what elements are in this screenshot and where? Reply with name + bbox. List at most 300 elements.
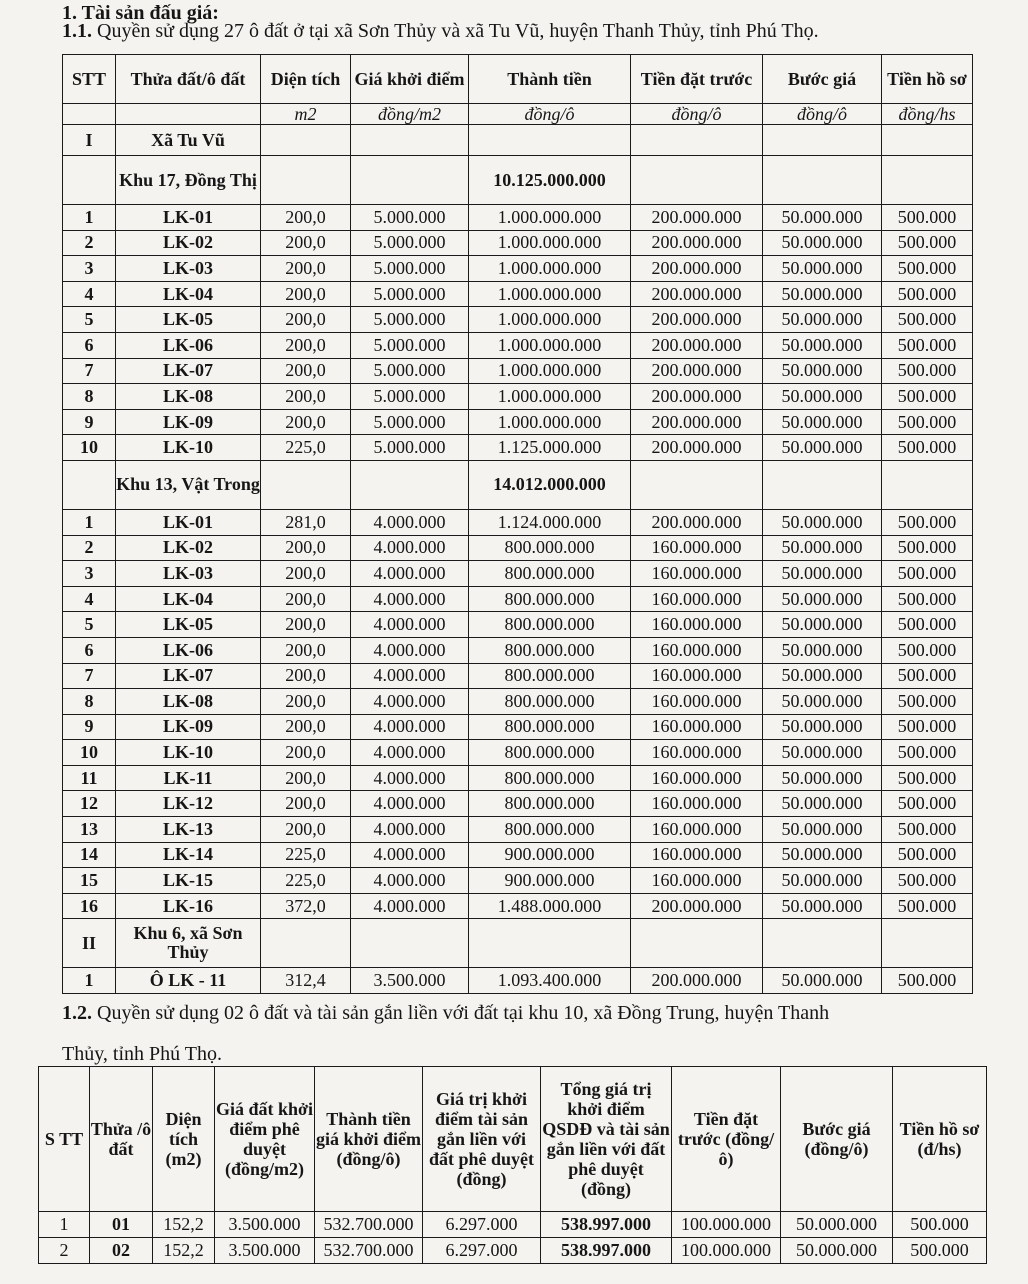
unit-cell — [63, 104, 116, 125]
cell-start-price: 4.000.000 — [351, 842, 469, 868]
header-dossier-fee: Tiền hồ sơ (đ/hs) — [893, 1067, 987, 1212]
unit-cell: đồng/ô — [763, 104, 882, 125]
cell-deposit: 200.000.000 — [631, 256, 763, 282]
cell-area: 200,0 — [261, 791, 351, 817]
cell-start-price: 4.000.000 — [351, 509, 469, 535]
cell-dossier-fee: 500.000 — [882, 663, 973, 689]
cell-area: 200,0 — [261, 663, 351, 689]
cell-deposit: 200.000.000 — [631, 307, 763, 333]
cell-start-price: 4.000.000 — [351, 791, 469, 817]
unit-cell: đồng/m2 — [351, 104, 469, 125]
cell-dossier-fee: 500.000 — [882, 689, 973, 715]
cell-stt: 10 — [63, 740, 116, 766]
cell-parcel: Khu 13, Vật Trong — [116, 460, 261, 509]
cell-area: 200,0 — [261, 307, 351, 333]
cell-area: 200,0 — [261, 205, 351, 231]
table-row — [63, 740, 973, 766]
cell-start-price — [351, 125, 469, 156]
cell-stt: 1 — [63, 968, 116, 994]
cell-deposit — [631, 125, 763, 156]
table-row — [63, 842, 973, 868]
cell-land-price: 3.500.000 — [215, 1212, 315, 1238]
cell-start-price: 5.000.000 — [351, 256, 469, 282]
cell-dossier-fee: 500.000 — [882, 637, 973, 663]
cell-deposit: 200.000.000 — [631, 332, 763, 358]
cell-start-price — [351, 156, 469, 205]
cell-parcel: LK-08 — [116, 689, 261, 715]
cell-parcel: LK-04 — [116, 281, 261, 307]
cell-area: 200,0 — [261, 637, 351, 663]
table-row — [63, 509, 973, 535]
cell-amount: 1.000.000.000 — [469, 384, 631, 410]
table-row — [63, 968, 973, 994]
header-deposit: Tiền đặt trước (đồng/ô) — [672, 1067, 781, 1212]
cell-dossier-fee: 500.000 — [882, 256, 973, 282]
land-and-assets-table — [38, 1066, 987, 1264]
cell-start-price: 4.000.000 — [351, 893, 469, 919]
cell-price-step: 50.000.000 — [763, 842, 882, 868]
cell-amount: 1.000.000.000 — [469, 205, 631, 231]
cell-area: 200,0 — [261, 817, 351, 843]
table-row — [63, 868, 973, 894]
cell-dossier-fee — [882, 156, 973, 205]
cell-stt: 6 — [63, 332, 116, 358]
cell-stt: 4 — [63, 281, 116, 307]
cell-area: 152,2 — [153, 1238, 215, 1264]
cell-amount: 1.000.000.000 — [469, 307, 631, 333]
cell-parcel: LK-10 — [116, 435, 261, 461]
cell-price-step: 50.000.000 — [763, 868, 882, 894]
table-row — [63, 256, 973, 282]
cell-deposit: 160.000.000 — [631, 791, 763, 817]
cell-start-price: 5.000.000 — [351, 384, 469, 410]
cell-dossier-fee: 500.000 — [882, 358, 973, 384]
cell-amount: 14.012.000.000 — [469, 460, 631, 509]
cell-stt: 3 — [63, 256, 116, 282]
cell-parcel: LK-05 — [116, 307, 261, 333]
cell-area: 200,0 — [261, 384, 351, 410]
cell-stt: 7 — [63, 358, 116, 384]
cell-amount: 1.000.000.000 — [469, 256, 631, 282]
header-start-price: Giá khởi điểm — [351, 55, 469, 104]
cell-start-price: 4.000.000 — [351, 817, 469, 843]
cell-dossier-fee: 500.000 — [882, 791, 973, 817]
table-row — [63, 612, 973, 638]
cell-parcel: LK-09 — [116, 714, 261, 740]
cell-price-step: 50.000.000 — [763, 358, 882, 384]
cell-price-step: 50.000.000 — [763, 435, 882, 461]
header-amount: Thành tiền giá khởi điểm (đồng/ô) — [315, 1067, 423, 1212]
unit-cell: đồng/ô — [469, 104, 631, 125]
cell-parcel: LK-14 — [116, 842, 261, 868]
table1-header-row — [63, 55, 973, 104]
cell-price-step: 50.000.000 — [763, 637, 882, 663]
cell-stt: 9 — [63, 714, 116, 740]
cell-amount: 1.000.000.000 — [469, 358, 631, 384]
cell-total-value: 538.997.000 — [541, 1238, 672, 1264]
cell-stt: 6 — [63, 637, 116, 663]
subsection-2-title-line2: Thủy, tỉnh Phú Thọ. — [62, 1043, 223, 1065]
cell-asset-value: 6.297.000 — [423, 1212, 541, 1238]
cell-price-step: 50.000.000 — [763, 205, 882, 231]
cell-start-price: 5.000.000 — [351, 281, 469, 307]
unit-cell: đồng/hs — [882, 104, 973, 125]
cell-parcel: LK-02 — [116, 535, 261, 561]
cell-parcel: LK-02 — [116, 230, 261, 256]
cell-stt: 1 — [63, 509, 116, 535]
cell-stt: 12 — [63, 791, 116, 817]
cell-stt: 1 — [63, 205, 116, 231]
cell-deposit: 160.000.000 — [631, 714, 763, 740]
cell-parcel: LK-01 — [116, 509, 261, 535]
cell-deposit: 160.000.000 — [631, 740, 763, 766]
cell-asset-value: 6.297.000 — [423, 1238, 541, 1264]
cell-deposit: 100.000.000 — [672, 1212, 781, 1238]
cell-land-price: 3.500.000 — [215, 1238, 315, 1264]
cell-stt: 1 — [39, 1212, 90, 1238]
cell-price-step — [763, 125, 882, 156]
cell-stt: 14 — [63, 842, 116, 868]
cell-stt: 5 — [63, 307, 116, 333]
cell-deposit — [631, 919, 763, 968]
cell-dossier-fee: 500.000 — [882, 765, 973, 791]
section-row — [63, 156, 973, 205]
cell-start-price: 4.000.000 — [351, 561, 469, 587]
cell-area: 372,0 — [261, 893, 351, 919]
cell-start-price: 4.000.000 — [351, 740, 469, 766]
cell-dossier-fee: 500.000 — [882, 205, 973, 231]
cell-start-price: 5.000.000 — [351, 307, 469, 333]
cell-start-price — [351, 919, 469, 968]
cell-deposit: 160.000.000 — [631, 689, 763, 715]
cell-amount: 1.000.000.000 — [469, 230, 631, 256]
cell-start-price: 4.000.000 — [351, 637, 469, 663]
subsection-2-text: Quyền sử dụng 02 ô đất và tài sản gắn liền với đất tại khu 10, xã Đồng Trung, huyện Thanh — [92, 1002, 830, 1024]
table2-header-row — [39, 1067, 987, 1212]
cell-area: 200,0 — [261, 281, 351, 307]
cell-amount: 900.000.000 — [469, 868, 631, 894]
cell-stt: 4 — [63, 586, 116, 612]
cell-deposit: 160.000.000 — [631, 817, 763, 843]
table-row — [63, 332, 973, 358]
cell-deposit: 200.000.000 — [631, 435, 763, 461]
cell-area: 281,0 — [261, 509, 351, 535]
cell-area: 225,0 — [261, 842, 351, 868]
cell-deposit — [631, 156, 763, 205]
table-row — [63, 817, 973, 843]
cell-price-step: 50.000.000 — [763, 307, 882, 333]
cell-dossier-fee: 500.000 — [882, 332, 973, 358]
subsection-1-text: Quyền sử dụng 27 ô đất ở tại xã Sơn Thủy và xã Tu Vũ, huyện Thanh Thủy, tỉnh Phú Thọ. — [92, 20, 819, 42]
cell-deposit: 200.000.000 — [631, 205, 763, 231]
cell-deposit: 200.000.000 — [631, 509, 763, 535]
header-stt: S TT — [39, 1067, 90, 1212]
cell-amount: 800.000.000 — [469, 740, 631, 766]
cell-deposit: 100.000.000 — [672, 1238, 781, 1264]
table-row — [63, 205, 973, 231]
cell-parcel: LK-09 — [116, 409, 261, 435]
cell-deposit: 200.000.000 — [631, 409, 763, 435]
cell-amount: 800.000.000 — [469, 817, 631, 843]
table-row — [63, 358, 973, 384]
table-row — [63, 586, 973, 612]
cell-parcel: Khu 6, xã Sơn Thủy — [116, 919, 261, 968]
table-row — [39, 1212, 987, 1238]
cell-amount: 800.000.000 — [469, 791, 631, 817]
cell-stt: 8 — [63, 689, 116, 715]
cell-dossier-fee: 500.000 — [882, 435, 973, 461]
cell-stt — [63, 156, 116, 205]
cell-price-step: 50.000.000 — [763, 535, 882, 561]
cell-amount: 10.125.000.000 — [469, 156, 631, 205]
cell-start-price: 5.000.000 — [351, 332, 469, 358]
cell-start-price: 4.000.000 — [351, 868, 469, 894]
cell-area: 200,0 — [261, 740, 351, 766]
cell-price-step: 50.000.000 — [763, 561, 882, 587]
cell-area: 200,0 — [261, 409, 351, 435]
cell-area: 200,0 — [261, 332, 351, 358]
cell-dossier-fee: 500.000 — [882, 893, 973, 919]
cell-start-price: 4.000.000 — [351, 612, 469, 638]
cell-amount: 532.700.000 — [315, 1212, 423, 1238]
cell-parcel: LK-11 — [116, 765, 261, 791]
cell-start-price: 5.000.000 — [351, 230, 469, 256]
section-heading: 1. Tài sản đấu giá: — [62, 2, 219, 24]
cell-deposit: 160.000.000 — [631, 868, 763, 894]
cell-parcel: LK-10 — [116, 740, 261, 766]
section-row — [63, 125, 973, 156]
section-row — [63, 919, 973, 968]
cell-price-step: 50.000.000 — [763, 230, 882, 256]
header-land-price: Giá đất khởi điểm phê duyệt (đồng/m2) — [215, 1067, 315, 1212]
cell-amount — [469, 919, 631, 968]
cell-price-step: 50.000.000 — [763, 765, 882, 791]
cell-parcel: LK-06 — [116, 332, 261, 358]
cell-deposit: 200.000.000 — [631, 893, 763, 919]
cell-area — [261, 156, 351, 205]
cell-parcel: LK-07 — [116, 358, 261, 384]
cell-dossier-fee: 500.000 — [893, 1238, 987, 1264]
cell-stt: 15 — [63, 868, 116, 894]
cell-stt: 2 — [63, 535, 116, 561]
cell-amount: 800.000.000 — [469, 637, 631, 663]
cell-area: 200,0 — [261, 689, 351, 715]
cell-area: 312,4 — [261, 968, 351, 994]
table-row — [63, 893, 973, 919]
cell-amount: 900.000.000 — [469, 842, 631, 868]
cell-deposit: 200.000.000 — [631, 358, 763, 384]
cell-price-step: 50.000.000 — [763, 817, 882, 843]
cell-stt: 3 — [63, 561, 116, 587]
cell-price-step: 50.000.000 — [763, 332, 882, 358]
cell-dossier-fee — [882, 125, 973, 156]
table-row — [63, 281, 973, 307]
cell-price-step: 50.000.000 — [763, 586, 882, 612]
cell-area — [261, 919, 351, 968]
cell-area: 200,0 — [261, 714, 351, 740]
cell-stt: 2 — [39, 1238, 90, 1264]
cell-dossier-fee: 500.000 — [882, 968, 973, 994]
table-row — [63, 230, 973, 256]
header-total-value: Tổng giá trị khởi điểm QSDĐ và tài sản gắn liền với đất phê duyệt (đồng) — [541, 1067, 672, 1212]
cell-start-price — [351, 460, 469, 509]
cell-area: 200,0 — [261, 535, 351, 561]
cell-total-value: 538.997.000 — [541, 1212, 672, 1238]
table-row — [63, 689, 973, 715]
cell-price-step: 50.000.000 — [763, 968, 882, 994]
cell-parcel: Khu 17, Đồng Thị — [116, 156, 261, 205]
cell-price-step — [763, 460, 882, 509]
cell-deposit: 160.000.000 — [631, 842, 763, 868]
cell-area: 225,0 — [261, 435, 351, 461]
cell-dossier-fee — [882, 460, 973, 509]
subsection-2-number: 1.2. — [62, 1002, 92, 1024]
cell-dossier-fee: 500.000 — [882, 384, 973, 410]
cell-deposit: 160.000.000 — [631, 561, 763, 587]
cell-amount: 800.000.000 — [469, 765, 631, 791]
header-asset-value: Giá trị khởi điểm tài sản gắn liền với đất phê duyệt (đồng) — [423, 1067, 541, 1212]
subsection-1-number: 1.1. — [62, 20, 92, 42]
cell-parcel: LK-04 — [116, 586, 261, 612]
header-parcel: Thửa /ô đất — [90, 1067, 153, 1212]
cell-price-step: 50.000.000 — [763, 893, 882, 919]
cell-dossier-fee: 500.000 — [882, 612, 973, 638]
cell-dossier-fee: 500.000 — [882, 714, 973, 740]
cell-parcel: LK-16 — [116, 893, 261, 919]
cell-parcel: LK-07 — [116, 663, 261, 689]
cell-price-step: 50.000.000 — [781, 1212, 893, 1238]
cell-amount: 800.000.000 — [469, 586, 631, 612]
cell-deposit: 160.000.000 — [631, 765, 763, 791]
table-row — [63, 561, 973, 587]
cell-stt: 9 — [63, 409, 116, 435]
cell-start-price: 4.000.000 — [351, 714, 469, 740]
cell-price-step — [763, 156, 882, 205]
cell-dossier-fee: 500.000 — [882, 409, 973, 435]
cell-dossier-fee — [882, 919, 973, 968]
cell-dossier-fee: 500.000 — [882, 281, 973, 307]
cell-amount: 800.000.000 — [469, 663, 631, 689]
header-area: Diện tích — [261, 55, 351, 104]
section-row — [63, 460, 973, 509]
cell-parcel: LK-05 — [116, 612, 261, 638]
cell-parcel: Xã Tu Vũ — [116, 125, 261, 156]
header-deposit: Tiền đặt trước — [631, 55, 763, 104]
header-parcel: Thửa đất/ô đất — [116, 55, 261, 104]
cell-parcel: 01 — [90, 1212, 153, 1238]
cell-dossier-fee: 500.000 — [882, 307, 973, 333]
table-row — [63, 535, 973, 561]
cell-price-step: 50.000.000 — [763, 740, 882, 766]
cell-amount: 800.000.000 — [469, 612, 631, 638]
table-row — [63, 384, 973, 410]
cell-parcel: 02 — [90, 1238, 153, 1264]
cell-area: 152,2 — [153, 1212, 215, 1238]
cell-stt: I — [63, 125, 116, 156]
cell-parcel: LK-15 — [116, 868, 261, 894]
cell-parcel: LK-08 — [116, 384, 261, 410]
cell-price-step: 50.000.000 — [781, 1238, 893, 1264]
cell-deposit — [631, 460, 763, 509]
cell-parcel: LK-13 — [116, 817, 261, 843]
cell-stt: II — [63, 919, 116, 968]
table1-unit-row — [63, 104, 973, 125]
unit-cell — [116, 104, 261, 125]
table-row — [63, 409, 973, 435]
cell-area: 225,0 — [261, 868, 351, 894]
cell-start-price: 5.000.000 — [351, 435, 469, 461]
cell-price-step: 50.000.000 — [763, 689, 882, 715]
unit-cell: m2 — [261, 104, 351, 125]
cell-parcel: Ô LK - 11 — [116, 968, 261, 994]
cell-amount: 1.125.000.000 — [469, 435, 631, 461]
table-row — [63, 765, 973, 791]
cell-price-step: 50.000.000 — [763, 281, 882, 307]
header-area: Diện tích (m2) — [153, 1067, 215, 1212]
cell-dossier-fee: 500.000 — [882, 535, 973, 561]
cell-stt: 7 — [63, 663, 116, 689]
cell-amount: 800.000.000 — [469, 561, 631, 587]
cell-amount: 1.000.000.000 — [469, 409, 631, 435]
cell-parcel: LK-03 — [116, 256, 261, 282]
cell-start-price: 4.000.000 — [351, 765, 469, 791]
cell-start-price: 4.000.000 — [351, 689, 469, 715]
cell-deposit: 160.000.000 — [631, 663, 763, 689]
cell-amount: 1.000.000.000 — [469, 281, 631, 307]
cell-deposit: 160.000.000 — [631, 535, 763, 561]
cell-deposit: 200.000.000 — [631, 281, 763, 307]
cell-dossier-fee: 500.000 — [882, 740, 973, 766]
cell-parcel: LK-12 — [116, 791, 261, 817]
cell-amount — [469, 125, 631, 156]
cell-start-price: 5.000.000 — [351, 205, 469, 231]
subsection-2-title-line1 — [62, 1002, 829, 1025]
cell-price-step: 50.000.000 — [763, 256, 882, 282]
cell-parcel: LK-06 — [116, 637, 261, 663]
cell-stt: 13 — [63, 817, 116, 843]
cell-dossier-fee: 500.000 — [882, 561, 973, 587]
cell-area — [261, 125, 351, 156]
cell-price-step: 50.000.000 — [763, 663, 882, 689]
cell-stt — [63, 460, 116, 509]
cell-start-price: 4.000.000 — [351, 535, 469, 561]
cell-area: 200,0 — [261, 561, 351, 587]
header-price-step: Bước giá (đồng/ô) — [781, 1067, 893, 1212]
cell-price-step: 50.000.000 — [763, 791, 882, 817]
cell-deposit: 200.000.000 — [631, 968, 763, 994]
cell-price-step: 50.000.000 — [763, 714, 882, 740]
cell-parcel: LK-03 — [116, 561, 261, 587]
table-row — [63, 637, 973, 663]
cell-amount: 800.000.000 — [469, 689, 631, 715]
cell-deposit: 160.000.000 — [631, 586, 763, 612]
header-dossier-fee: Tiền hồ sơ — [882, 55, 973, 104]
table-row — [63, 663, 973, 689]
cell-price-step: 50.000.000 — [763, 612, 882, 638]
cell-stt: 2 — [63, 230, 116, 256]
cell-start-price: 4.000.000 — [351, 663, 469, 689]
cell-area — [261, 460, 351, 509]
cell-deposit: 200.000.000 — [631, 384, 763, 410]
cell-amount: 1.000.000.000 — [469, 332, 631, 358]
cell-dossier-fee: 500.000 — [882, 586, 973, 612]
cell-deposit: 160.000.000 — [631, 612, 763, 638]
cell-stt: 8 — [63, 384, 116, 410]
cell-start-price: 5.000.000 — [351, 409, 469, 435]
auction-lots-table — [62, 54, 973, 994]
table-row — [63, 791, 973, 817]
table-row — [63, 307, 973, 333]
